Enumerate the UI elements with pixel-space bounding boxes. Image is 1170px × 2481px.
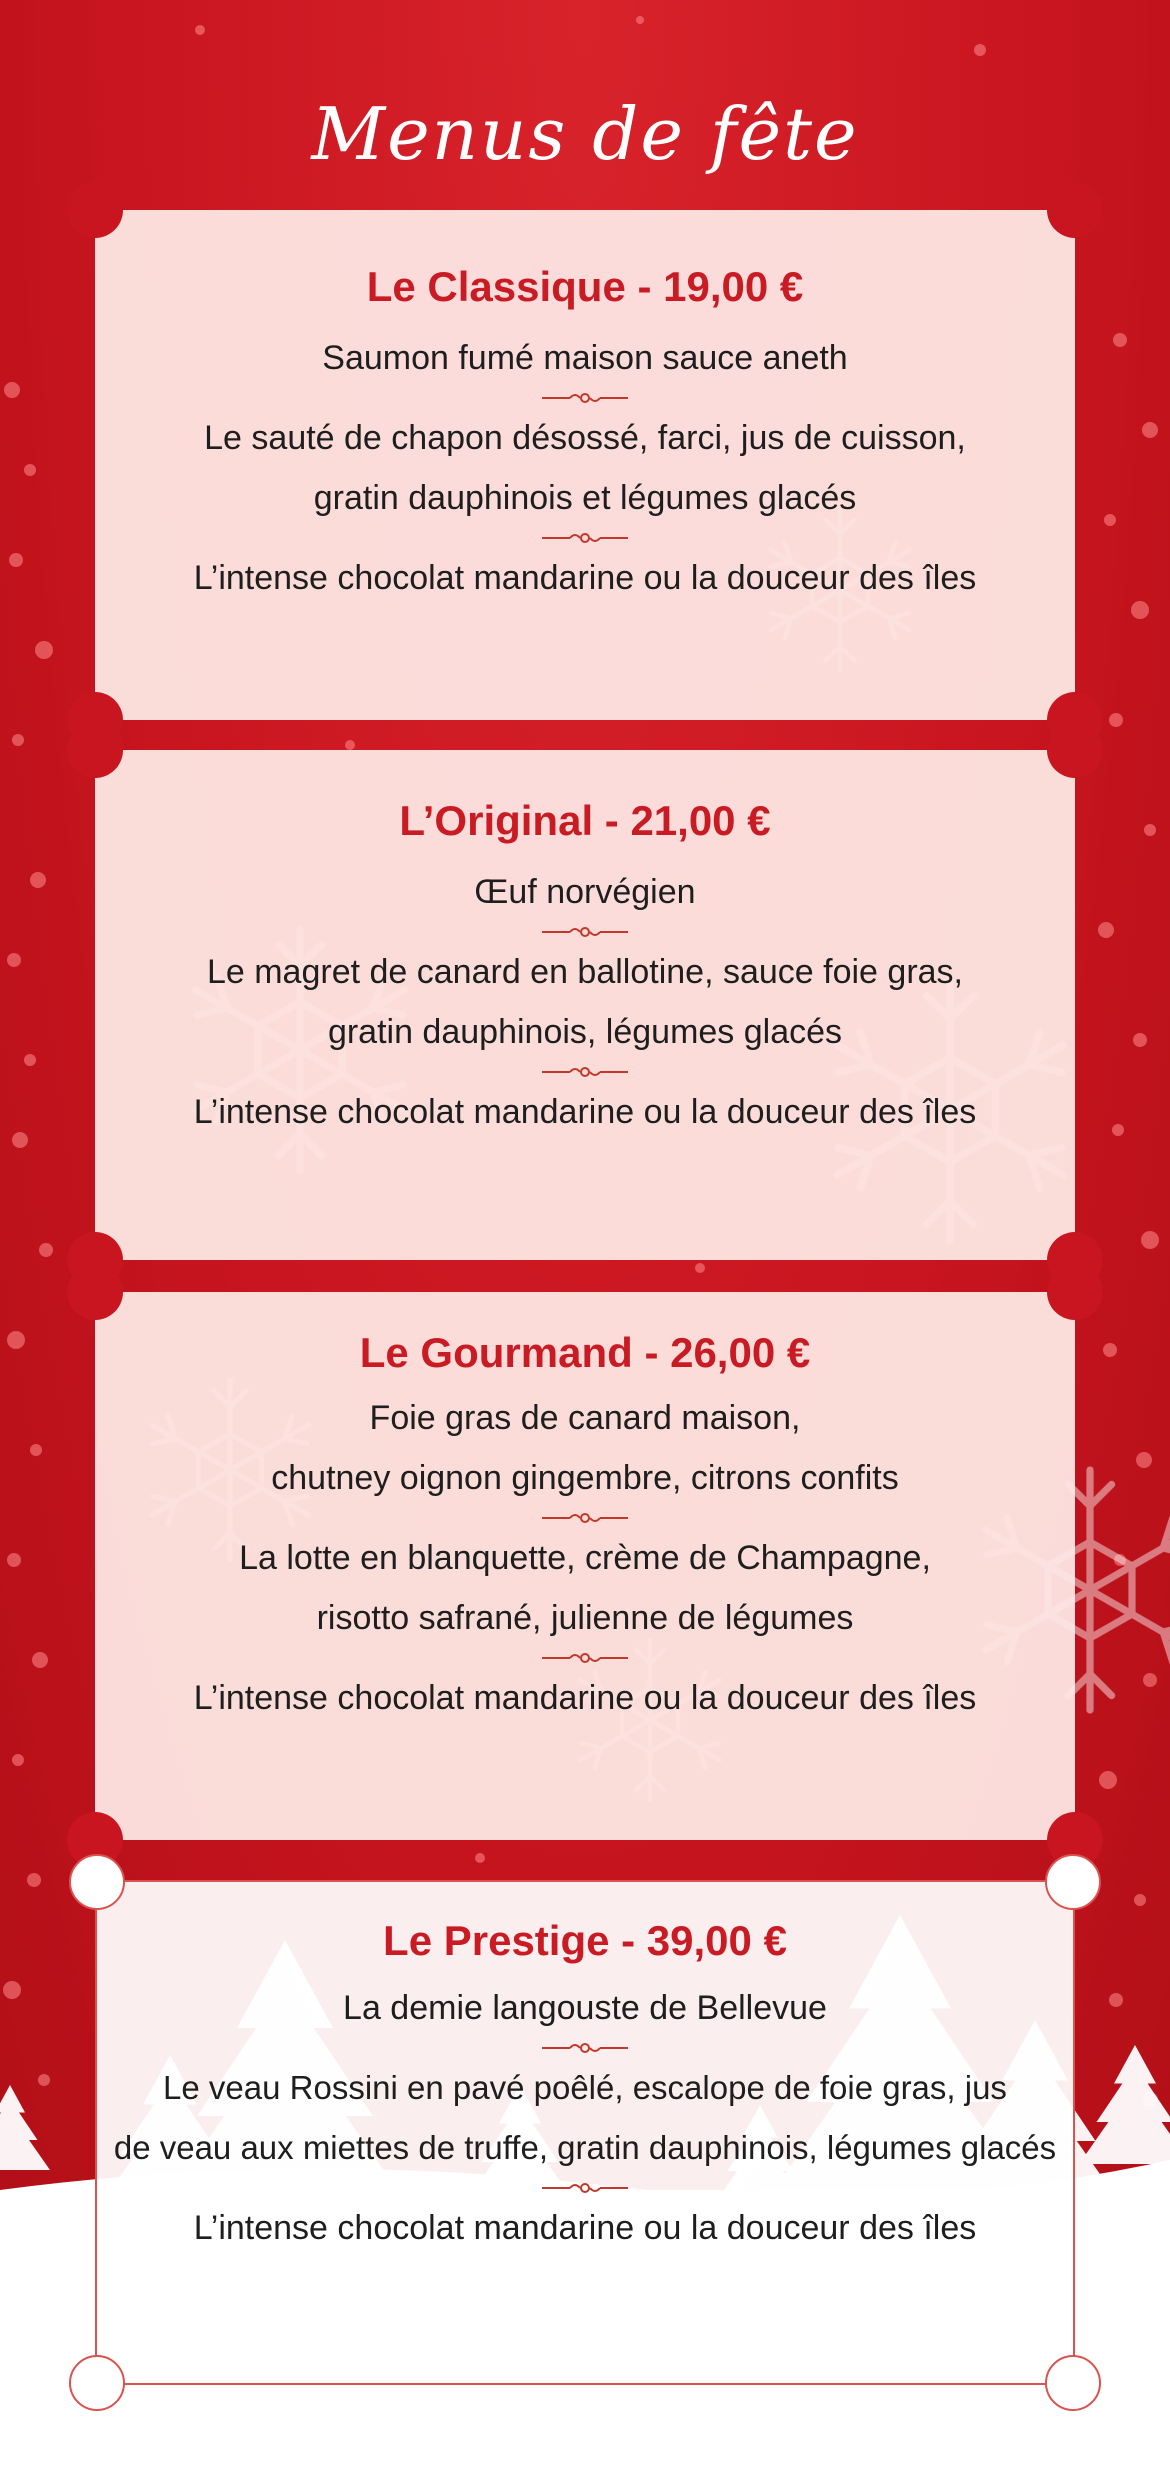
main-course-line-2: risotto safrané, julienne de légumes: [316, 1599, 854, 1637]
main-course-line-1: Le sauté de chapon désossé, farci, jus de cuisson,: [204, 419, 966, 457]
ornament-divider-icon: [540, 388, 630, 408]
dessert: L’intense chocolat mandarine ou la douceur des îles: [193, 1679, 977, 1717]
ornament-divider-icon: [540, 1508, 630, 1528]
ornament-divider-icon: [540, 528, 630, 548]
starter: Œuf norvégien: [474, 873, 696, 911]
dessert: L’intense chocolat mandarine ou la douceur des îles: [193, 2209, 977, 2247]
ornament-divider-icon: [540, 1062, 630, 1082]
main-course-line-1: Le veau Rossini en pavé poêlé, escalope de foie gras, jus: [163, 2069, 1007, 2106]
menu-title: Le Prestige - 39,00 €: [383, 1917, 787, 1964]
starter: Saumon fumé maison sauce aneth: [322, 339, 848, 377]
menu-card-original: [95, 750, 1075, 1260]
main-course-line-1: La lotte en blanquette, crème de Champagne,: [239, 1539, 931, 1577]
menu-card-classique: [95, 210, 1075, 720]
starter: La demie langouste de Bellevue: [343, 1989, 827, 2027]
menu-title: L’Original - 21,00 €: [399, 797, 771, 844]
main-course-line-2: gratin dauphinois, légumes glacés: [327, 1013, 843, 1051]
main-course-line-2: de veau aux miettes de truffe, gratin dauphinois, légumes glacés: [113, 2129, 1057, 2166]
page-title: Menus de fête: [311, 92, 859, 176]
dessert: L’intense chocolat mandarine ou la douceur des îles: [193, 1093, 977, 1131]
ornament-divider-icon: [540, 1648, 630, 1668]
menu-title: Le Classique - 19,00 €: [366, 263, 804, 310]
menu-card-prestige: [95, 1880, 1075, 2385]
ornament-divider-icon: [540, 922, 630, 942]
starter-line-2: chutney oignon gingembre, citrons confits: [271, 1459, 899, 1497]
starter-line-1: Foie gras de canard maison,: [369, 1399, 801, 1437]
ornament-divider-icon: [540, 2178, 630, 2198]
main-course-line-1: Le magret de canard en ballotine, sauce foie gras,: [206, 953, 964, 991]
dessert: L’intense chocolat mandarine ou la douceur des îles: [193, 559, 977, 597]
ornament-divider-icon: [540, 2038, 630, 2058]
menu-card-gourmand: [95, 1292, 1075, 1840]
main-course-line-2: gratin dauphinois et légumes glacés: [313, 479, 857, 517]
menu-title: Le Gourmand - 26,00 €: [359, 1329, 811, 1376]
